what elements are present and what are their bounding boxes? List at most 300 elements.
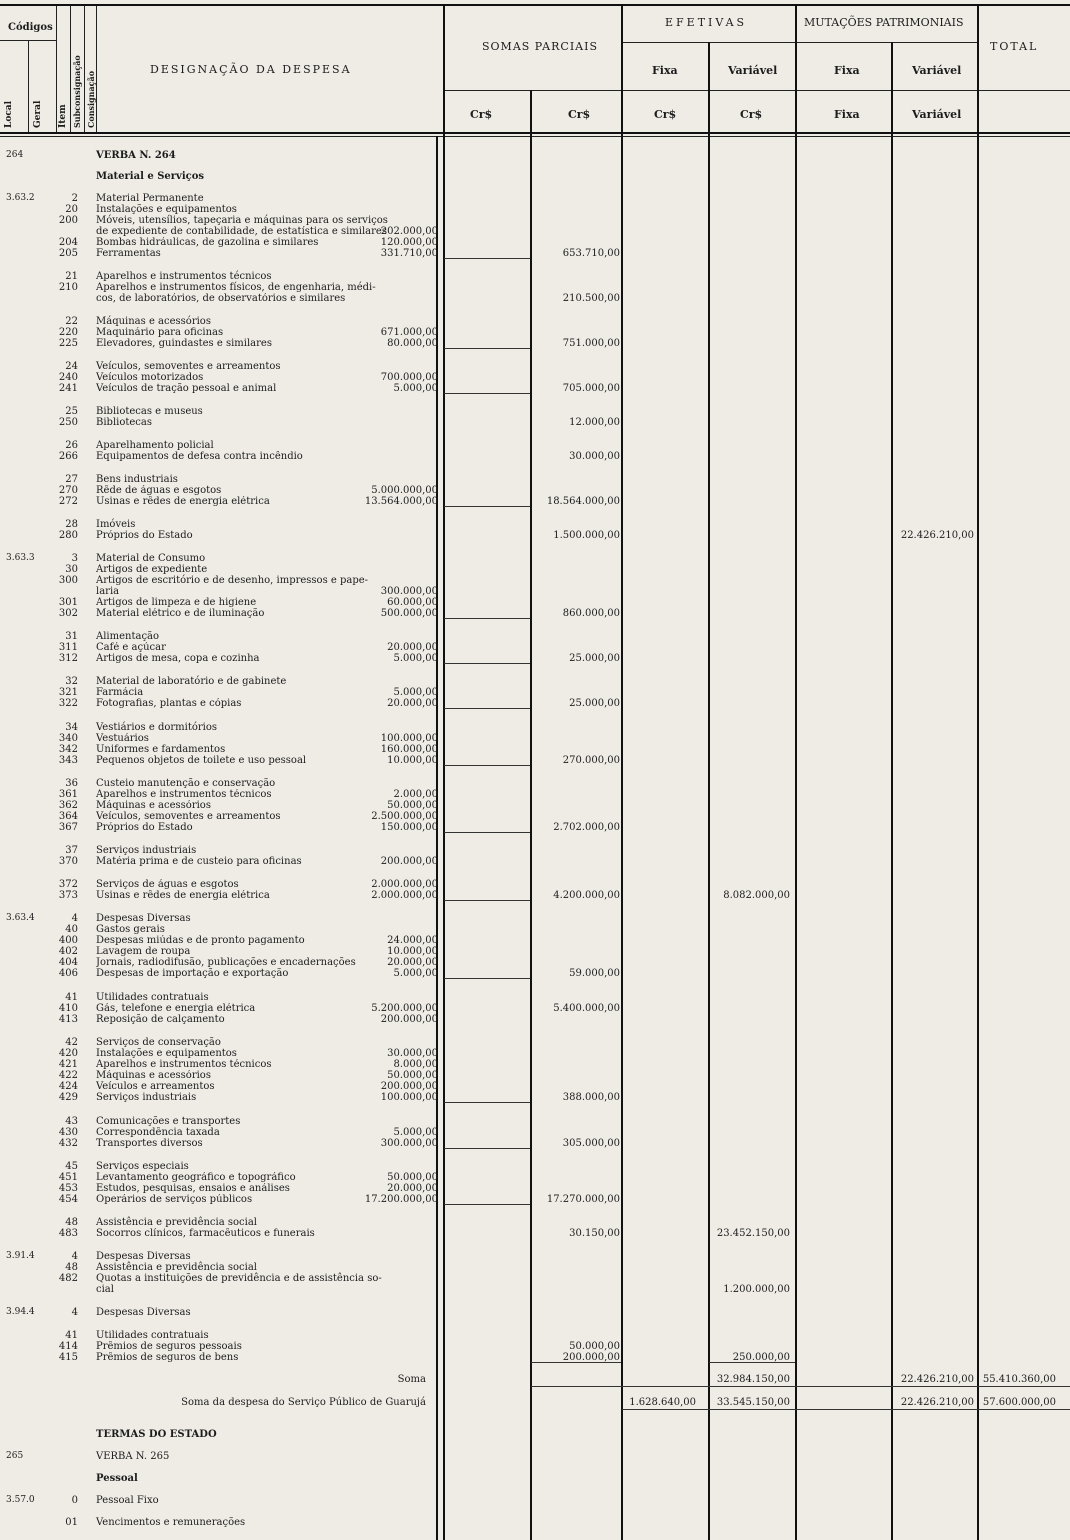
row-description: Material e Serviços [96, 171, 205, 182]
table-row [0, 417, 1070, 428]
row-soma-parcial-2: 50.000,00 [569, 1341, 620, 1352]
row-item-code: 362 [58, 800, 78, 811]
row-description: Próprios do Estado [96, 822, 193, 833]
table-row [0, 1127, 1070, 1138]
row-item-code: 400 [58, 935, 78, 946]
row-soma-parcial-1: 30.000,00 [387, 1048, 438, 1059]
row-soma-parcial-1: 2.000.000,00 [371, 879, 438, 890]
table-row [0, 1081, 1070, 1092]
row-description: Bibliotecas e museus [96, 406, 203, 417]
table-row [0, 1429, 1070, 1440]
row-description: Fotografias, plantas e cópias [96, 698, 242, 709]
row-soma-parcial-1: 300.000,00 [380, 1138, 438, 1149]
row-soma-parcial-1: 5.000,00 [393, 687, 438, 698]
header-crs-3: Cr$ [654, 108, 677, 121]
row-description: Utilidades contratuais [96, 1330, 209, 1341]
row-item-code: 4 [71, 1307, 78, 1318]
row-description: Veículos motorizados [96, 372, 204, 383]
row-soma-parcial-1: 300.000,00 [380, 586, 438, 597]
table-row [0, 1172, 1070, 1183]
row-soma-parcial-2: 12.000,00 [569, 417, 620, 428]
row-description: Despesas de importação e exportação [96, 968, 289, 979]
table-row [0, 1374, 1070, 1385]
table-row [0, 845, 1070, 856]
table-row [0, 519, 1070, 530]
row-item-code: 424 [58, 1081, 78, 1092]
table-row [0, 879, 1070, 890]
row-item-code: 404 [58, 957, 78, 968]
row-item-code: 300 [58, 575, 78, 586]
row-soma-parcial-2: 25.000,00 [569, 653, 620, 664]
row-soma-parcial-2: 18.564.000,00 [546, 496, 620, 507]
table-row [0, 496, 1070, 507]
row-description: laria [96, 586, 120, 597]
row-description: Veículos e arreamentos [96, 1081, 215, 1092]
table-row [0, 822, 1070, 833]
row-description: Assistência e previdência social [96, 1262, 257, 1273]
row-description: Bibliotecas [96, 417, 152, 428]
row-soma-parcial-1: 50.000,00 [387, 800, 438, 811]
row-description: Utilidades contratuais [96, 992, 209, 1003]
table-row [0, 935, 1070, 946]
table-row [0, 1116, 1070, 1127]
row-description: Quotas a instituições de previdência e de assistência so- [96, 1273, 382, 1284]
header-crs-1: Cr$ [470, 108, 493, 121]
row-item-code: 205 [58, 248, 78, 259]
row-item-code: 48 [65, 1217, 78, 1228]
row-soma-parcial-2: 200.000,00 [562, 1352, 620, 1363]
row-local-code: 3.57.0 [6, 1495, 35, 1505]
row-description: Artigos de escritório e de desenho, impressos e pape- [96, 575, 369, 586]
row-description: Instalações e equipamentos [96, 204, 237, 215]
row-item-code: 266 [58, 451, 78, 462]
row-description: Despesas Diversas [96, 1251, 191, 1262]
soma-total-rule [622, 1409, 1070, 1410]
row-soma-parcial-1: 20.000,00 [387, 957, 438, 968]
row-description: Aparelhos e instrumentos técnicos [96, 789, 272, 800]
row-item-code: 414 [58, 1341, 78, 1352]
row-description: Transportes diversos [96, 1138, 203, 1149]
row-efetiva-fixa: 1.628.640,00 [629, 1397, 696, 1408]
row-description: Material de laboratório e de gabinete [96, 676, 287, 687]
top-rule [0, 4, 1070, 6]
row-soma-parcial-2: 4.200.000,00 [553, 890, 620, 901]
row-item-code: 422 [58, 1070, 78, 1081]
row-item-code: 41 [65, 992, 78, 1003]
row-efetiva-variavel: 33.545.150,00 [716, 1397, 790, 1408]
row-soma-parcial-1: 150.000,00 [380, 822, 438, 833]
row-soma-parcial-1: 60.000,00 [387, 597, 438, 608]
row-item-code: 20 [65, 204, 78, 215]
row-item-code: 361 [58, 789, 78, 800]
row-soma-parcial-2: 653.710,00 [562, 248, 620, 259]
row-soma-parcial-1: 120.000,00 [380, 237, 438, 248]
row-item-code: 200 [58, 215, 78, 226]
row-item-code: 26 [65, 440, 78, 451]
header-mutacoes-variavel-2: Variável [912, 108, 962, 121]
row-item-code: 311 [58, 642, 78, 653]
row-item-code: 454 [58, 1194, 78, 1205]
row-item-code: 322 [58, 698, 78, 709]
row-item-code: 272 [58, 496, 78, 507]
header-item: Item [58, 104, 68, 128]
table-row [0, 1228, 1070, 1239]
row-description: Pessoal [96, 1473, 138, 1484]
table-row [0, 722, 1070, 733]
row-description: Despesas miúdas e de pronto pagamento [96, 935, 305, 946]
row-efetiva-variavel: 250.000,00 [732, 1352, 790, 1363]
row-description: Material elétrico e de iluminação [96, 608, 265, 619]
row-soma-parcial-2: 305.000,00 [562, 1138, 620, 1149]
header-efetivas: EFETIVAS [665, 16, 748, 29]
efetivas-rule [622, 42, 977, 43]
row-item-code: 432 [58, 1138, 78, 1149]
row-item-code: 31 [65, 631, 78, 642]
table-row [0, 1217, 1070, 1228]
header-local: Local [4, 100, 14, 128]
table-row [0, 575, 1070, 586]
row-soma-parcial-1: 8.000,00 [393, 1059, 438, 1070]
row-item-code: 37 [65, 845, 78, 856]
row-description: Operários de serviços públicos [96, 1194, 253, 1205]
header-mutacoes-fixa: Fixa [834, 64, 860, 77]
row-description: Veículos, semoventes e arreamentos [96, 361, 281, 372]
row-item-code: 22 [65, 316, 78, 327]
row-soma-parcial-2: 210.500,00 [562, 293, 620, 304]
table-row [0, 1262, 1070, 1273]
row-soma-parcial-1: 700.000,00 [380, 372, 438, 383]
header-crs-2: Cr$ [568, 108, 591, 121]
row-description: Equipamentos de defesa contra incêndio [96, 451, 303, 462]
row-efetiva-variavel: 8.082.000,00 [723, 890, 790, 901]
row-description: Comunicações e transportes [96, 1116, 241, 1127]
row-soma-parcial-2: 17.270.000,00 [546, 1194, 620, 1205]
row-description: Alimentação [96, 631, 160, 642]
col-rule [84, 6, 85, 132]
row-soma-parcial-2: 1.500.000,00 [553, 530, 620, 541]
header-geral: Geral [33, 100, 43, 128]
row-description: Aparelhos e instrumentos técnicos [96, 1059, 272, 1070]
row-soma-parcial-2: 2.702.000,00 [553, 822, 620, 833]
row-soma-parcial-1: 100.000,00 [380, 1092, 438, 1103]
header-crs-4: Cr$ [740, 108, 763, 121]
table-row [0, 1273, 1070, 1284]
header-designacao: DESIGNAÇÃO DA DESPESA [150, 63, 352, 76]
row-item-code: 25 [65, 406, 78, 417]
table-row [0, 1014, 1070, 1025]
table-row [0, 248, 1070, 259]
table-row [0, 744, 1070, 755]
table-row [0, 1451, 1070, 1462]
row-description: Serviços de conservação [96, 1037, 221, 1048]
row-soma-parcial-1: 671.000,00 [380, 327, 438, 338]
row-item-code: 270 [58, 485, 78, 496]
row-description: de expediente de contabilidade, de estatística e similares [96, 226, 387, 237]
row-soma-parcial-1: 20.000,00 [387, 1183, 438, 1194]
row-description: cial [96, 1284, 114, 1295]
table-row [0, 687, 1070, 698]
row-item-code: 413 [58, 1014, 78, 1025]
row-efetiva-variavel: 1.200.000,00 [723, 1284, 790, 1295]
row-description: Aparelhos e instrumentos técnicos [96, 271, 272, 282]
row-soma-parcial-1: 13.564.000,00 [364, 496, 438, 507]
table-row [0, 338, 1070, 349]
row-description: Instalações e equipamentos [96, 1048, 237, 1059]
col-rule [28, 40, 29, 132]
row-description: Maquinário para oficinas [96, 327, 224, 338]
row-description: Bens industriais [96, 474, 178, 485]
row-soma-parcial-2: 860.000,00 [562, 608, 620, 619]
table-row [0, 327, 1070, 338]
row-soma-parcial-1: 202.000,00 [380, 226, 438, 237]
row-item-code: 210 [58, 282, 78, 293]
table-row [0, 406, 1070, 417]
row-item-code: 240 [58, 372, 78, 383]
table-row [0, 642, 1070, 653]
row-soma-parcial-2: 59.000,00 [569, 968, 620, 979]
row-soma-parcial-1: 2.500.000,00 [371, 811, 438, 822]
table-row [0, 271, 1070, 282]
row-description: Máquinas e acessórios [96, 800, 211, 811]
row-item-code: 32 [65, 676, 78, 687]
soma-rule [531, 1386, 1070, 1387]
header-bottom-rule-2 [0, 136, 1070, 137]
row-item-code: 204 [58, 237, 78, 248]
row-soma-parcial-1: 5.000,00 [393, 1127, 438, 1138]
col-rule [70, 6, 71, 132]
row-item-code: 30 [65, 564, 78, 575]
row-description: VERBA N. 264 [96, 150, 176, 161]
row-description: Custeio manutenção e conservação [96, 778, 276, 789]
header-subconsignacao: Subconsignação [72, 55, 82, 128]
row-item-code: 28 [65, 519, 78, 530]
row-description: Usinas e rêdes de energia elétrica [96, 496, 270, 507]
header-mutacoes: MUTAÇÕES PATRIMONIAIS [804, 16, 964, 29]
table-row [0, 890, 1070, 901]
row-description: Vencimentos e remunerações [96, 1517, 246, 1528]
row-item-code: 220 [58, 327, 78, 338]
row-item-code: 302 [58, 608, 78, 619]
row-soma-parcial-1: 5.000.000,00 [371, 485, 438, 496]
table-row [0, 1183, 1070, 1194]
table-row [0, 1070, 1070, 1081]
row-description: Serviços especiais [96, 1161, 189, 1172]
table-row [0, 733, 1070, 744]
table-row [0, 1161, 1070, 1172]
table-row [0, 698, 1070, 709]
table-row [0, 946, 1070, 957]
row-soma-parcial-2: 30.000,00 [569, 451, 620, 462]
row-item-code: 406 [58, 968, 78, 979]
row-item-code: 340 [58, 733, 78, 744]
row-description: Artigos de expediente [96, 564, 208, 575]
table-row [0, 150, 1070, 161]
row-description: Máquinas e acessórios [96, 316, 211, 327]
row-local-code: 3.63.3 [6, 553, 35, 563]
table-row [0, 755, 1070, 766]
row-description: Serviços industriais [96, 1092, 197, 1103]
row-soma-parcial-2: 25.000,00 [569, 698, 620, 709]
row-item-code: 3 [71, 553, 78, 564]
table-row [0, 226, 1070, 237]
row-item-code: 34 [65, 722, 78, 733]
row-soma-parcial-1: 160.000,00 [380, 744, 438, 755]
table-row [0, 789, 1070, 800]
table-row [0, 1495, 1070, 1506]
table-row [0, 800, 1070, 811]
table-row [0, 1330, 1070, 1341]
table-row [0, 676, 1070, 687]
header-efetivas-variavel: Variável [728, 64, 778, 77]
table-row [0, 597, 1070, 608]
table-row [0, 1037, 1070, 1048]
row-description: Farmácia [96, 687, 144, 698]
row-description: Vestiários e dormitórios [96, 722, 217, 733]
row-description: VERBA N. 265 [96, 1451, 170, 1462]
row-soma-parcial-1: 100.000,00 [380, 733, 438, 744]
row-description: Reposição de calçamento [96, 1014, 225, 1025]
row-description: Jornais, radiodifusão, publicações e encadernações [96, 957, 356, 968]
row-item-code: 482 [58, 1273, 78, 1284]
row-total: 57.600.000,00 [982, 1397, 1056, 1408]
row-item-code: 0 [71, 1495, 78, 1506]
row-item-code: 321 [58, 687, 78, 698]
row-description: Elevadores, guindastes e similares [96, 338, 272, 349]
row-description: TERMAS DO ESTADO [96, 1429, 217, 1440]
row-soma-parcial-1: 500.000,00 [380, 608, 438, 619]
table-row [0, 968, 1070, 979]
table-row [0, 1251, 1070, 1262]
row-local-code: 265 [6, 1451, 24, 1461]
table-row [0, 1473, 1070, 1484]
row-soma-parcial-1: 5.200.000,00 [371, 1003, 438, 1014]
row-description: Soma [397, 1374, 426, 1385]
row-item-code: 45 [65, 1161, 78, 1172]
row-soma-parcial-1: 80.000,00 [387, 338, 438, 349]
row-description: Material Permanente [96, 193, 204, 204]
table-row [0, 215, 1070, 226]
table-row [0, 474, 1070, 485]
row-item-code: 4 [71, 1251, 78, 1262]
row-soma-parcial-1: 50.000,00 [387, 1070, 438, 1081]
row-description: Socorros clínicos, farmacêuticos e funerais [96, 1228, 315, 1239]
row-item-code: 4 [71, 913, 78, 924]
table-row [0, 1517, 1070, 1528]
header-total: TOTAL [990, 40, 1039, 53]
row-item-code: 36 [65, 778, 78, 789]
row-mutacao-fixa: 22.426.210,00 [900, 1374, 974, 1385]
row-item-code: 41 [65, 1330, 78, 1341]
row-soma-parcial-1: 10.000,00 [387, 755, 438, 766]
row-description: Rêde de águas e esgotos [96, 485, 222, 496]
row-description: Despesas Diversas [96, 1307, 191, 1318]
table-row [0, 1059, 1070, 1070]
row-description: Imóveis [96, 519, 136, 530]
row-description: Assistência e previdência social [96, 1217, 257, 1228]
row-item-code: 27 [65, 474, 78, 485]
row-local-code: 264 [6, 150, 24, 160]
table-row [0, 1092, 1070, 1103]
row-item-code: 429 [58, 1092, 78, 1103]
row-description: Gastos gerais [96, 924, 165, 935]
row-item-code: 402 [58, 946, 78, 957]
row-item-code: 343 [58, 755, 78, 766]
row-item-code: 483 [58, 1228, 78, 1239]
row-mutacao-fixa: 22.426.210,00 [900, 530, 974, 541]
row-description: Serviços industriais [96, 845, 197, 856]
row-description: Aparelhos e instrumentos físicos, de engenharia, médi- [96, 282, 376, 293]
row-soma-parcial-2: 30.150,00 [569, 1228, 620, 1239]
row-soma-parcial-1: 50.000,00 [387, 1172, 438, 1183]
row-description: Veículos, semoventes e arreamentos [96, 811, 281, 822]
table-row [0, 1352, 1070, 1363]
table-row [0, 237, 1070, 248]
header-codigos: Códigos [8, 22, 53, 33]
table-row [0, 811, 1070, 822]
table-row [0, 924, 1070, 935]
row-soma-parcial-1: 200.000,00 [380, 1081, 438, 1092]
row-item-code: 312 [58, 653, 78, 664]
table-row [0, 1138, 1070, 1149]
row-item-code: 225 [58, 338, 78, 349]
row-local-code: 3.63.4 [6, 913, 35, 923]
row-description: Soma da despesa do Serviço Público de Guarujá [181, 1397, 426, 1408]
row-description: Pessoal Fixo [96, 1495, 159, 1506]
row-item-code: 373 [58, 890, 78, 901]
row-description: Móveis, utensílios, tapeçaria e máquinas para os serviços [96, 215, 388, 226]
row-item-code: 24 [65, 361, 78, 372]
row-description: Artigos de mesa, copa e cozinha [96, 653, 260, 664]
row-soma-parcial-1: 5.000,00 [393, 383, 438, 394]
table-row [0, 608, 1070, 619]
header-efetivas-fixa: Fixa [652, 64, 678, 77]
row-soma-parcial-1: 24.000,00 [387, 935, 438, 946]
row-description: cos, de laboratórios, de observatórios e similares [96, 293, 346, 304]
row-soma-parcial-1: 200.000,00 [380, 856, 438, 867]
row-item-code: 420 [58, 1048, 78, 1059]
table-row [0, 1341, 1070, 1352]
row-item-code: 40 [65, 924, 78, 935]
row-item-code: 410 [58, 1003, 78, 1014]
row-item-code: 48 [65, 1262, 78, 1273]
table-row [0, 485, 1070, 496]
table-row [0, 778, 1070, 789]
table-row [0, 1048, 1070, 1059]
row-item-code: 367 [58, 822, 78, 833]
row-description: Gás, telefone e energia elétrica [96, 1003, 256, 1014]
row-soma-parcial-1: 20.000,00 [387, 642, 438, 653]
header-mutacoes-fixa-2: Fixa [834, 108, 860, 121]
row-description: Lavagem de roupa [96, 946, 191, 957]
row-item-code: 430 [58, 1127, 78, 1138]
row-description: Prêmios de seguros de bens [96, 1352, 239, 1363]
table-row [0, 653, 1070, 664]
table-row [0, 1284, 1070, 1295]
row-soma-parcial-1: 2.000.000,00 [371, 890, 438, 901]
row-item-code: 453 [58, 1183, 78, 1194]
table-row [0, 440, 1070, 451]
row-soma-parcial-1: 200.000,00 [380, 1014, 438, 1025]
header-somas-parciais: SOMAS PARCIAIS [482, 40, 598, 53]
row-item-code: 451 [58, 1172, 78, 1183]
row-item-code: 364 [58, 811, 78, 822]
row-soma-parcial-2: 388.000,00 [562, 1092, 620, 1103]
table-row [0, 530, 1070, 541]
row-item-code: 301 [58, 597, 78, 608]
row-soma-parcial-2: 5.400.000,00 [553, 1003, 620, 1014]
row-item-code: 250 [58, 417, 78, 428]
row-description: Pequenos objetos de toilete e uso pessoal [96, 755, 307, 766]
